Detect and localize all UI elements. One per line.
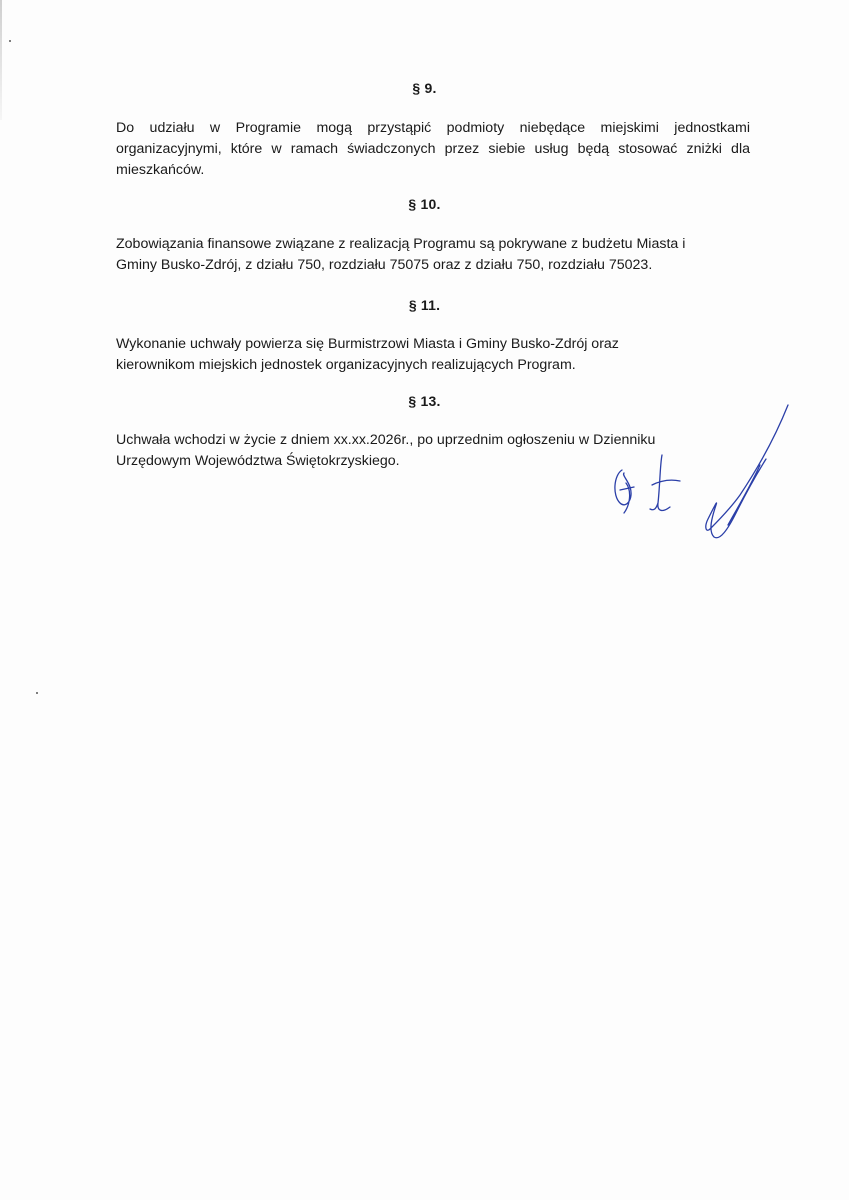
signature-strokes [615,405,788,538]
initial-mark-2 [650,455,680,510]
initial-mark-1 [615,470,634,513]
section-heading-11: § 11. [408,297,441,313]
section-10-line-1: Zobowiązania finansowe związane z realizacją Programu są pokrywane z budżetu Miasta i [116,236,686,252]
section-11-line-2: kierownikom miejskich jednostek organizacyjnych realizujących Program. [116,357,576,373]
section-heading-9: § 9. [412,80,437,96]
section-13-line-1: Uchwała wchodzi w życie z dniem xx.xx.2026r., po uprzednim ogłoszeniu w Dzienniku [116,432,656,448]
section-heading-13: § 13. [408,393,441,409]
scan-speck [36,692,38,694]
section-11-line-1: Wykonanie uchwały powierza się Burmistrzowi Miasta i Gminy Busko-Zdrój oraz [116,336,619,352]
section-9-line-1: Do udziału w Programie mogą przystąpić podmioty niebędące miejskimi jednostkami [116,120,750,136]
section-11-text [116,334,750,376]
scan-speck [9,40,11,42]
section-10-line-2: Gminy Busko-Zdrój, z działu 750, rozdziału 75075 oraz z działu 750, rozdziału 75023. [116,257,653,273]
section-9-line-2: organizacyjnymi, które w ramach świadczonych przez siebie usług będą stosować zniżki dla [116,141,750,157]
section-heading-10: § 10. [408,196,441,212]
scan-edge-shadow [0,0,2,120]
section-13-line-2: Urzędowym Województwa Świętokrzyskiego. [116,453,400,469]
handwritten-signatures [600,395,800,555]
signature-long [706,405,788,538]
section-9-text [116,118,750,181]
section-9-line-3: mieszkańców. [116,162,205,178]
section-10-text [116,234,750,276]
